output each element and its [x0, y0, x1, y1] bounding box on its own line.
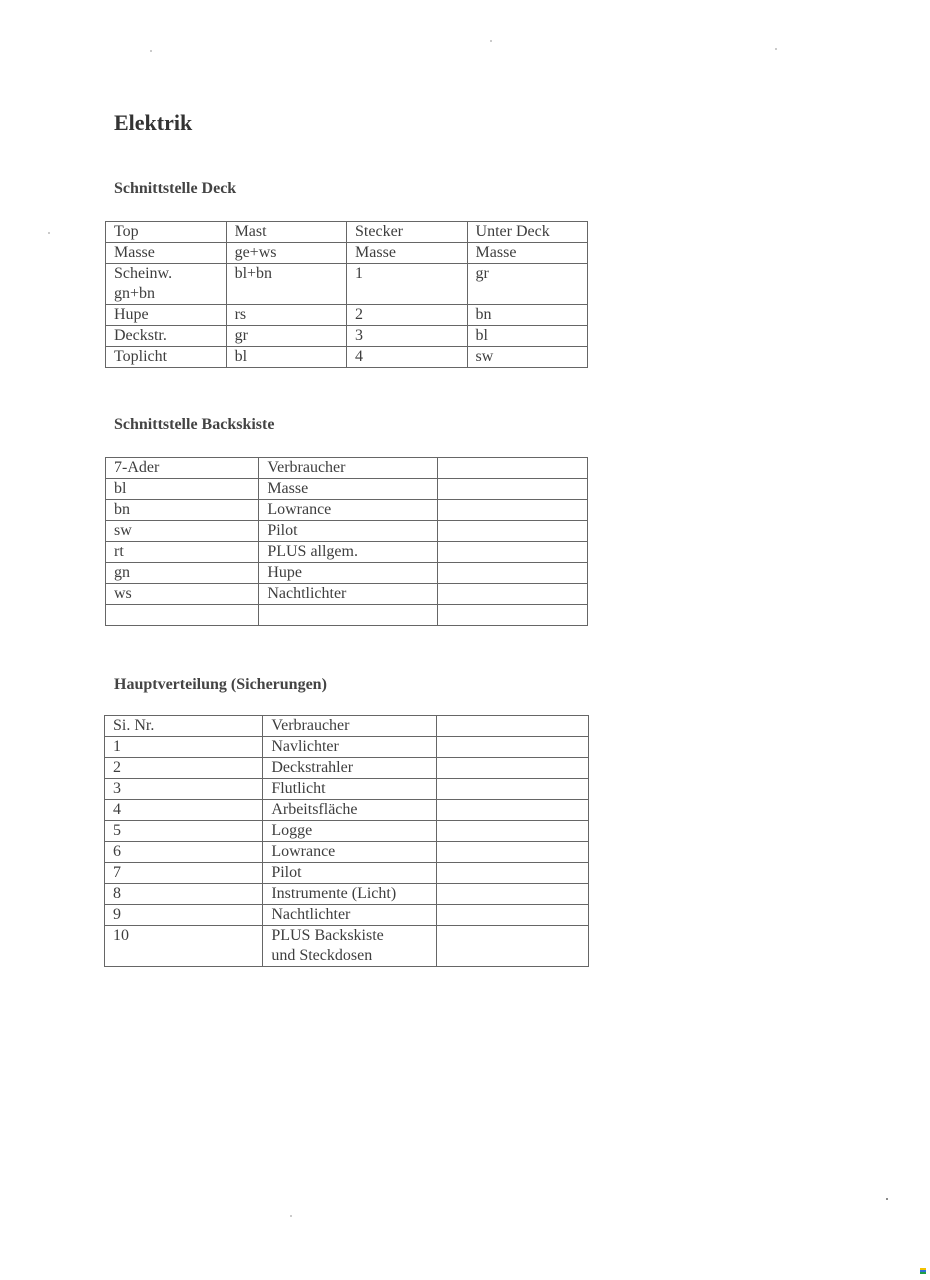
table-row	[105, 926, 589, 967]
table-cell	[437, 605, 587, 626]
table-cell: rs	[226, 305, 346, 326]
table-row	[106, 264, 588, 305]
table-cell: bn	[106, 500, 259, 521]
table-row	[105, 821, 589, 842]
table-cell: 2	[105, 758, 263, 779]
table-cell	[436, 926, 588, 967]
table-header-cell: Top	[106, 222, 227, 243]
table-cell: Pilot	[263, 863, 436, 884]
table-cell: gr	[226, 326, 346, 347]
table-header-row	[106, 222, 588, 243]
table-row	[106, 605, 588, 626]
table-header-cell: Verbraucher	[259, 458, 437, 479]
table-cell: bn	[467, 305, 587, 326]
section-heading-backskiste: Schnittstelle Backskiste	[114, 416, 275, 433]
table-cell	[437, 542, 587, 563]
table-cell	[436, 737, 588, 758]
backskiste-interface-table	[105, 457, 588, 626]
backskiste-table-body	[106, 458, 588, 626]
fuse-table-body	[105, 716, 589, 967]
table-row	[106, 542, 588, 563]
table-cell: ws	[106, 584, 259, 605]
table-cell: Nachtlichter	[263, 905, 436, 926]
table-cell	[259, 605, 437, 626]
page-title: Elektrik	[114, 110, 193, 135]
table-cell: Masse	[259, 479, 437, 500]
table-cell	[437, 500, 587, 521]
table-cell: 8	[105, 884, 263, 905]
table-cell	[437, 521, 587, 542]
table-cell: Masse	[467, 243, 587, 264]
table-cell: Deckstrahler	[263, 758, 436, 779]
table-header-row	[106, 458, 588, 479]
table-cell: Masse	[106, 243, 227, 264]
table-cell	[436, 905, 588, 926]
table-cell	[436, 821, 588, 842]
table-row	[106, 326, 588, 347]
table-row	[106, 500, 588, 521]
table-cell: Lowrance	[259, 500, 437, 521]
table-row	[106, 521, 588, 542]
section-heading-hauptverteilung: Hauptverteilung (Sicherungen)	[114, 676, 327, 693]
table-cell: 4	[347, 347, 468, 368]
table-cell: sw	[106, 521, 259, 542]
deck-interface-table	[105, 221, 588, 368]
table-cell: 5	[105, 821, 263, 842]
table-cell: 6	[105, 842, 263, 863]
table-cell: Nachtlichter	[259, 584, 437, 605]
table-cell: bl+bn	[226, 264, 346, 305]
table-cell: 9	[105, 905, 263, 926]
table-cell	[436, 800, 588, 821]
table-row	[105, 905, 589, 926]
table-cell: PLUS allgem.	[259, 542, 437, 563]
table-cell	[436, 863, 588, 884]
scan-speck	[490, 40, 492, 42]
table-cell: Instrumente (Licht)	[263, 884, 436, 905]
fuse-distribution-table	[104, 715, 589, 967]
table-cell	[437, 479, 587, 500]
table-header-cell: Si. Nr.	[105, 716, 263, 737]
table-cell: 4	[105, 800, 263, 821]
deck-table-body	[106, 222, 588, 368]
table-cell	[436, 758, 588, 779]
table-cell	[436, 884, 588, 905]
table-cell: 1	[347, 264, 468, 305]
table-row	[105, 884, 589, 905]
table-row	[106, 347, 588, 368]
table-cell: Flutlicht	[263, 779, 436, 800]
table-cell: Deckstr.	[106, 326, 227, 347]
table-header-cell: Unter Deck	[467, 222, 587, 243]
scan-speck	[150, 50, 152, 52]
table-cell: Navlichter	[263, 737, 436, 758]
table-header-cell: 7-Ader	[106, 458, 259, 479]
scan-speck	[886, 1198, 888, 1200]
table-row	[106, 305, 588, 326]
table-cell: 10	[105, 926, 263, 967]
table-cell	[436, 842, 588, 863]
table-cell: bl	[467, 326, 587, 347]
table-row	[105, 863, 589, 884]
table-header-cell	[436, 716, 588, 737]
table-header-cell	[437, 458, 587, 479]
scan-speck	[775, 48, 777, 50]
table-cell: Hupe	[259, 563, 437, 584]
table-header-cell: Mast	[226, 222, 346, 243]
table-cell: 7	[105, 863, 263, 884]
table-cell: bl	[106, 479, 259, 500]
table-cell: Pilot	[259, 521, 437, 542]
table-cell: PLUS Backskiste und Steckdosen	[263, 926, 436, 967]
table-row	[106, 563, 588, 584]
table-cell: Masse	[347, 243, 468, 264]
table-cell: gn	[106, 563, 259, 584]
table-cell: Scheinw. gn+bn	[106, 264, 227, 305]
table-cell	[436, 779, 588, 800]
table-cell: bl	[226, 347, 346, 368]
table-cell: Lowrance	[263, 842, 436, 863]
table-row	[105, 842, 589, 863]
table-cell: ge+ws	[226, 243, 346, 264]
table-cell: Arbeitsfläche	[263, 800, 436, 821]
table-header-cell: Verbraucher	[263, 716, 436, 737]
table-row	[105, 800, 589, 821]
table-row	[106, 243, 588, 264]
table-row	[106, 584, 588, 605]
scan-speck	[290, 1215, 292, 1217]
table-cell: gr	[467, 264, 587, 305]
table-cell: 3	[105, 779, 263, 800]
section-heading-deck: Schnittstelle Deck	[114, 180, 237, 197]
scanner-mark	[920, 1268, 926, 1274]
table-row	[105, 737, 589, 758]
scan-speck	[48, 232, 50, 234]
table-cell: rt	[106, 542, 259, 563]
table-cell: sw	[467, 347, 587, 368]
table-cell: Hupe	[106, 305, 227, 326]
table-header-row	[105, 716, 589, 737]
table-cell: 3	[347, 326, 468, 347]
table-cell	[437, 584, 587, 605]
table-cell: 2	[347, 305, 468, 326]
table-row	[105, 779, 589, 800]
table-row	[106, 479, 588, 500]
table-header-cell: Stecker	[347, 222, 468, 243]
table-cell: 1	[105, 737, 263, 758]
table-cell	[437, 563, 587, 584]
table-row	[105, 758, 589, 779]
table-cell: Logge	[263, 821, 436, 842]
table-cell	[106, 605, 259, 626]
table-cell: Toplicht	[106, 347, 227, 368]
